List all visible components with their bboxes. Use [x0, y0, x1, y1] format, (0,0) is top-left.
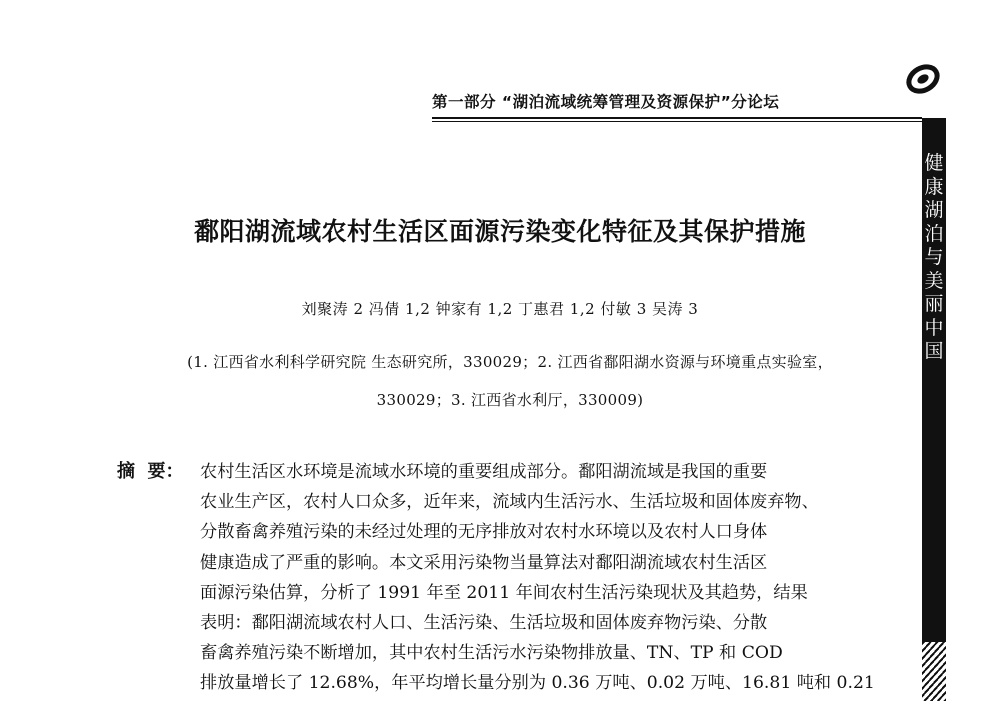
abstract-line: 面源污染估算，分析了 1991 年至 2011 年间农村生活污染现状及其趋势，结果 — [200, 582, 808, 603]
logo-icon — [904, 60, 942, 98]
side-title-char: 国 — [924, 340, 944, 362]
side-title-char: 健 — [924, 152, 944, 174]
affiliation-line: 330029；3. 江西省水利厅，330009) — [376, 391, 644, 409]
article-title: 鄱阳湖流域农村生活区面源污染变化特征及其保护措施 — [193, 217, 806, 246]
abstract-line: 排放量增长了 12.68%，年平均增长量分别为 0.36 万吨、0.02 万吨、16.81 吨和 0.21 — [200, 673, 875, 694]
side-title-char: 与 — [924, 246, 944, 268]
abstract-line: 农村生活区水环境是流域水环境的重要组成部分。鄱阳湖流域是我国的重要 — [200, 462, 768, 482]
side-title-char: 中 — [924, 316, 944, 339]
side-hatch-decoration — [922, 642, 946, 701]
side-title-char: 康 — [924, 175, 944, 198]
abstract-line: 分散畜禽养殖污染的未经过处理的无序排放对农村水环境以及农村人口身体 — [200, 522, 768, 543]
authors: 刘聚涛 2 冯倩 1,2 钟家有 1,2 丁惠君 1,2 付敏 3 吴涛 3 — [301, 300, 699, 318]
abstract-line: 畜禽养殖污染不断增加，其中农村生活污水污染物排放量、TN、TP 和 COD — [200, 643, 783, 664]
header-rule-thin — [432, 121, 922, 122]
header-rule-thick — [432, 117, 922, 119]
side-title — [922, 152, 946, 364]
section-header: 第一部分 “湖泊流域统筹管理及资源保护”分论坛 — [432, 93, 780, 111]
abstract-label: 摘 要： — [117, 461, 184, 482]
side-title-char: 美 — [924, 269, 944, 292]
abstract-line: 健康造成了严重的影响。本文采用污染物当量算法对鄱阳湖流域农村生活区 — [200, 552, 768, 573]
side-title-char: 湖 — [924, 199, 944, 221]
affiliations — [140, 343, 880, 419]
side-title-char: 泊 — [924, 222, 944, 245]
side-title-char: 丽 — [924, 293, 944, 315]
abstract-line: 表明：鄱阳湖流域农村人口、生活污染、生活垃圾和固体废弃物污染、分散 — [200, 613, 768, 634]
affiliation-line: (1. 江西省水利科学研究院 生态研究所，330029；2. 江西省鄱阳湖水资源与环境重点实验室， — [187, 353, 833, 371]
abstract-body — [200, 457, 890, 699]
abstract-line: 农业生产区，农村人口众多，近年来，流域内生活污水、生活垃圾和固体废弃物、 — [200, 492, 819, 513]
